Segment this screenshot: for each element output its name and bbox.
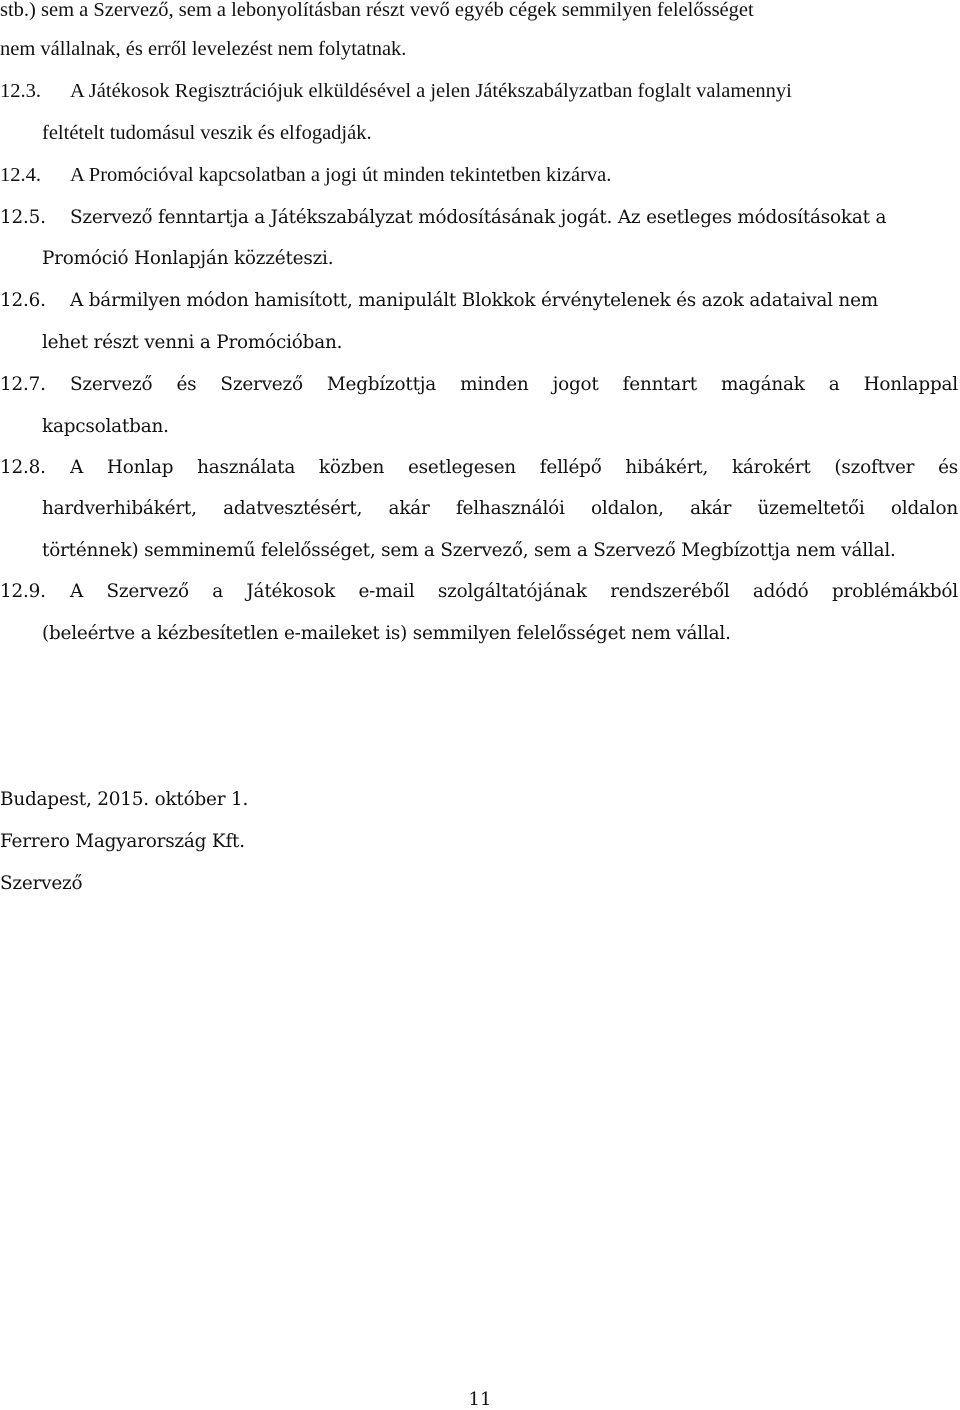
clause-text: A Honlap használata közben esetlegesen fellépő hibákért, károkért (szoftver és [70, 457, 958, 478]
clause-12-7-line-1: Szervező és Szervező Megbízottja minden jogot fenntart magának a Honlappal [70, 374, 958, 395]
clause-text: A Promócióval kapcsolatban a jogi út minden tekintetben kizárva. [70, 164, 612, 186]
signature-place-date: Budapest, 2015. október 1. [0, 789, 249, 810]
intro-line-2: nem vállalnak, és erről levelezést nem folytatnak. [0, 38, 407, 60]
clause-12-8-line-2: hardverhibákért, adatvesztésért, akár felhasználói oldalon, akár üzemeltetői oldalon [42, 498, 958, 519]
clause-12-7-line-2: kapcsolatban. [42, 416, 169, 437]
clause-12-3-line-2: feltételt tudomásul veszik és elfogadják. [42, 122, 372, 144]
clause-number: 12.7. [0, 374, 46, 395]
clause-text: Szervező fenntartja a Játékszabályzat módosításának jogát. Az esetleges módosításokat a [70, 207, 887, 228]
intro-line-1: stb.) sem a Szervező, sem a lebonyolításban részt vevő egyéb cégek semmilyen felelősséget [0, 0, 754, 21]
clause-text: A bármilyen módon hamisított, manipulált Blokkok érvénytelenek és azok adataival nem [70, 290, 878, 311]
clause-text: A Játékosok Regisztrációjuk elküldésével a jelen Játékszabályzatban foglalt valamennyi [70, 80, 792, 102]
clause-number: 12.3. [0, 80, 41, 102]
page-number: 11 [468, 1389, 492, 1410]
clause-number: 12.9. [0, 581, 46, 602]
clause-number: 12.8. [0, 457, 46, 478]
signature-role: Szervező [0, 873, 83, 894]
clause-12-9-line-2: (beleértve a kézbesítetlen e-maileket is) semmilyen felelősséget nem vállal. [42, 623, 731, 644]
clause-12-5-line-2: Promóció Honlapján közzéteszi. [42, 248, 334, 269]
clause-number: 12.6. [0, 290, 46, 311]
signature-company: Ferrero Magyarország Kft. [0, 831, 245, 852]
clause-text: A Szervező a Játékosok e-mail szolgáltatójának rendszeréből adódó problémákból [70, 581, 958, 602]
clause-text-justified [70, 373, 958, 397]
clause-12-6-line-2: lehet részt venni a Promócióban. [42, 332, 343, 353]
clause-number: 12.4. [0, 164, 41, 186]
clause-12-8-line-3: történnek) semminemű felelősséget, sem a Szervező, sem a Szervező Megbízottja nem vállal. [42, 540, 896, 561]
clause-number: 12.5. [0, 207, 46, 228]
